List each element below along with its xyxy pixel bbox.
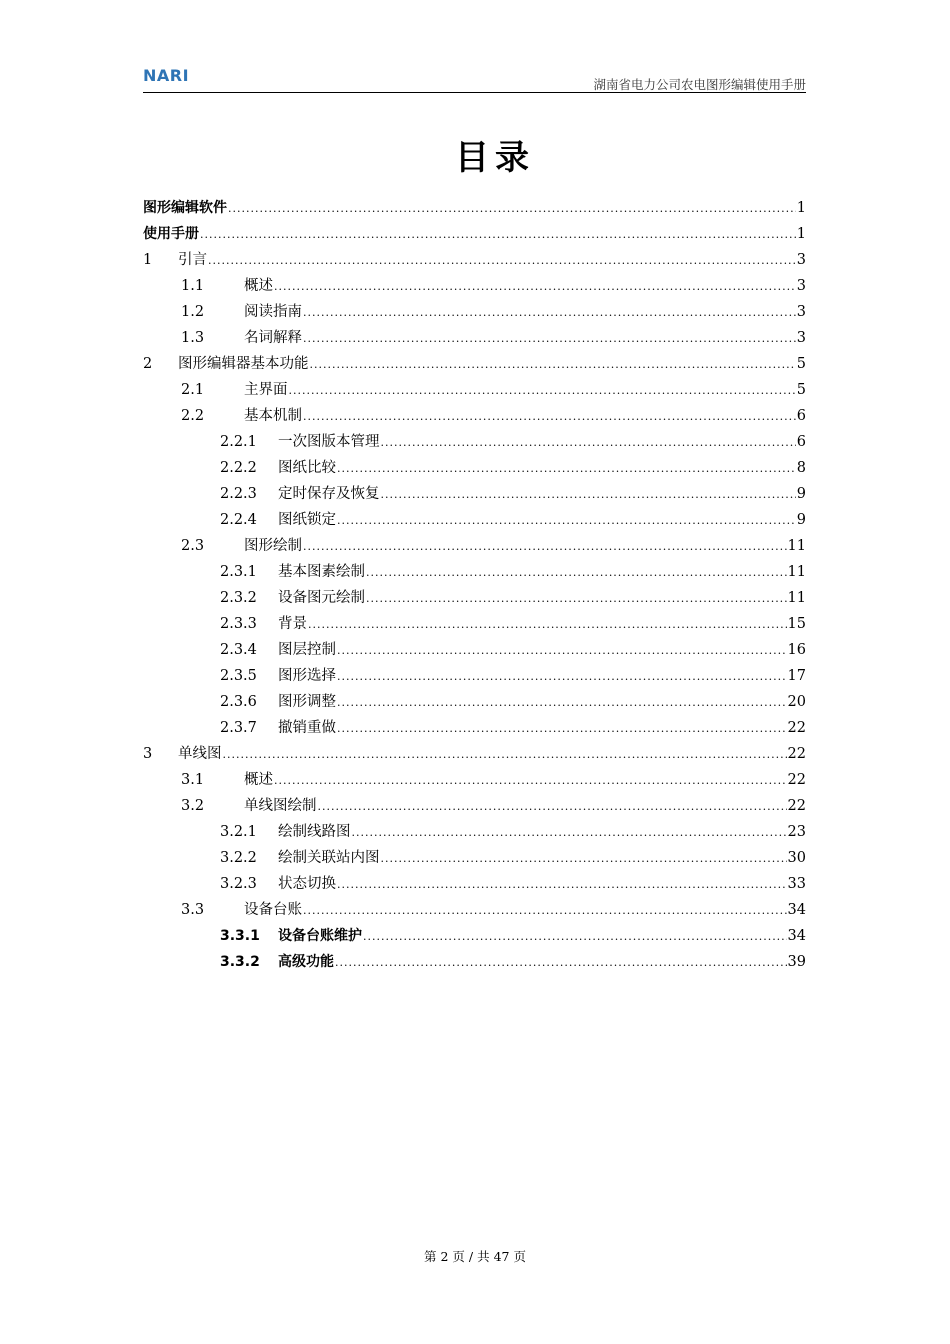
toc-dot-leader [303,300,796,326]
toc-entry-label: 图形调整 [278,694,336,710]
toc-entry-page: 11 [787,590,806,606]
toc-dot-leader [381,430,796,456]
toc-entry-label: 图层控制 [278,642,336,658]
toc-dot-leader [200,222,796,248]
toc-dot-leader [337,716,787,742]
toc-entry[interactable] [143,273,806,299]
toc-entry-page: 15 [787,616,806,632]
toc-entry[interactable] [143,793,806,819]
toc-entry[interactable] [143,923,806,949]
toc-dot-leader [337,690,787,716]
table-of-contents [143,195,806,975]
toc-entry-label: 阅读指南 [244,304,302,320]
toc-entry-label: 定时保存及恢复 [278,486,380,502]
toc-entry-label: 一次图版本管理 [278,434,380,450]
toc-entry-page: 33 [787,876,806,892]
toc-entry[interactable] [143,507,806,533]
toc-dot-leader [366,560,787,586]
toc-entry[interactable] [143,325,806,351]
toc-entry-number: 2.2.2 [220,460,257,476]
toc-entry[interactable] [143,611,806,637]
toc-dot-leader [303,326,796,352]
toc-entry-number: 2.3 [181,538,205,554]
toc-dot-leader [337,638,787,664]
toc-entry-page: 20 [787,694,806,710]
toc-entry-page: 34 [787,928,806,944]
toc-entry[interactable] [143,533,806,559]
page-header [143,66,806,93]
toc-entry-page: 22 [787,720,806,736]
toc-dot-leader [208,248,796,274]
toc-entry-page: 1 [796,226,806,242]
toc-entry-number: 2.3.2 [220,590,257,606]
toc-entry-number: 3.3.1 [220,928,260,944]
toc-entry[interactable] [143,819,806,845]
toc-entry-number: 2 [143,356,153,372]
toc-entry-number: 2.1 [181,382,205,398]
toc-entry[interactable] [143,403,806,429]
toc-entry-page: 30 [787,850,806,866]
toc-entry[interactable] [143,663,806,689]
toc-entry-number: 1.2 [181,304,205,320]
toc-entry-label: 图形编辑器基本功能 [178,356,309,372]
toc-entry[interactable] [143,455,806,481]
toc-entry[interactable] [143,429,806,455]
toc-dot-leader [337,872,787,898]
toc-entry-page: 17 [787,668,806,684]
toc-entry-number: 3.2.2 [220,850,257,866]
toc-entry-label: 背景 [278,616,307,632]
toc-dot-leader [303,898,787,924]
toc-entry-number: 2.3.7 [220,720,257,736]
toc-entry-label: 图纸锁定 [278,512,336,528]
toc-entry[interactable] [143,377,806,403]
toc-entry-label: 图纸比较 [278,460,336,476]
toc-entry-label: 使用手册 [143,226,199,242]
toc-entry-page: 3 [796,278,806,294]
toc-entry-label: 单线图 [178,746,222,762]
toc-entry-label: 图形选择 [278,668,336,684]
toc-entry[interactable] [143,741,806,767]
toc-entry-number: 2.3.6 [220,694,257,710]
toc-entry-number: 1.3 [181,330,205,346]
toc-entry[interactable] [143,247,806,273]
toc-entry-page: 6 [796,408,806,424]
toc-dot-leader [337,664,787,690]
toc-entry-page: 11 [787,538,806,554]
toc-dot-leader [289,378,796,404]
toc-entry[interactable] [143,221,806,247]
toc-entry-label: 图形编辑软件 [143,200,227,216]
toc-entry-page: 23 [787,824,806,840]
toc-entry-page: 8 [796,460,806,476]
toc-entry[interactable] [143,351,806,377]
toc-entry-number: 2.2.1 [220,434,257,450]
toc-entry-number: 2.3.3 [220,616,257,632]
toc-entry-page: 3 [796,252,806,268]
toc-entry-number: 3.2 [181,798,205,814]
toc-entry-number: 2.3.1 [220,564,257,580]
toc-entry-page: 34 [787,902,806,918]
toc-entry-page: 39 [787,954,806,970]
toc-entry-page: 5 [796,356,806,372]
toc-entry-page: 16 [787,642,806,658]
toc-dot-leader [337,456,796,482]
toc-entry-number: 3 [143,746,153,762]
toc-dot-leader [363,924,787,950]
toc-entry-label: 概述 [244,772,273,788]
toc-entry[interactable] [143,767,806,793]
toc-entry-label: 绘制线路图 [278,824,351,840]
toc-entry[interactable] [143,715,806,741]
toc-entry-number: 2.3.5 [220,668,257,684]
toc-entry-number: 1.1 [181,278,205,294]
toc-dot-leader [381,846,787,872]
toc-dot-leader [228,196,796,222]
toc-entry[interactable] [143,585,806,611]
toc-dot-leader [274,768,787,794]
toc-entry[interactable] [143,299,806,325]
toc-entry-label: 名词解释 [244,330,302,346]
toc-entry-page: 1 [796,200,806,216]
toc-entry-number: 2.2 [181,408,205,424]
toc-entry-label: 绘制关联站内图 [278,850,380,866]
toc-entry-number: 3.1 [181,772,205,788]
toc-entry-number: 3.3 [181,902,205,918]
page-title: 目录 [455,138,535,178]
toc-dot-leader [381,482,796,508]
toc-entry-label: 设备台账 [244,902,302,918]
toc-entry-label: 概述 [244,278,273,294]
nari-logo: NARI [143,66,190,85]
toc-entry-number: 2.3.4 [220,642,257,658]
toc-dot-leader [274,274,796,300]
toc-entry[interactable] [143,845,806,871]
toc-entry-page: 22 [787,798,806,814]
toc-dot-leader [303,404,796,430]
toc-entry[interactable] [143,637,806,663]
toc-entry-label: 主界面 [244,382,288,398]
toc-entry-page: 22 [787,772,806,788]
toc-entry-page: 11 [787,564,806,580]
toc-dot-leader [366,586,787,612]
toc-entry-label: 设备图元绘制 [278,590,365,606]
toc-entry-number: 3.2.3 [220,876,257,892]
toc-entry-label: 图形绘制 [244,538,302,554]
toc-dot-leader [335,950,787,976]
toc-dot-leader [352,820,787,846]
toc-entry-label: 基本图素绘制 [278,564,365,580]
toc-entry-page: 5 [796,382,806,398]
header-title: 湖南省电力公司农电图形编辑使用手册 [593,77,806,92]
toc-entry-number: 1 [143,252,153,268]
toc-entry-number: 3.3.2 [220,954,260,970]
toc-entry-label: 高级功能 [278,954,334,970]
toc-entry-page: 9 [796,512,806,528]
toc-entry-page: 3 [796,330,806,346]
toc-entry-label: 状态切换 [278,876,336,892]
toc-entry-page: 9 [796,486,806,502]
toc-dot-leader [308,612,787,638]
toc-entry-label: 引言 [178,252,207,268]
toc-entry[interactable] [143,559,806,585]
toc-entry[interactable] [143,195,806,221]
toc-dot-leader [310,352,796,378]
toc-entry[interactable] [143,949,806,975]
toc-entry-label: 撤销重做 [278,720,336,736]
toc-entry-number: 3.2.1 [220,824,257,840]
toc-dot-leader [337,508,796,534]
toc-entry[interactable] [143,897,806,923]
toc-dot-leader [303,534,787,560]
toc-entry-page: 22 [787,746,806,762]
toc-entry[interactable] [143,689,806,715]
toc-entry-page: 6 [796,434,806,450]
toc-entry[interactable] [143,481,806,507]
toc-entry-page: 3 [796,304,806,320]
page-footer: 第 2 页 / 共 47 页 [424,1249,526,1264]
toc-entry-label: 单线图绘制 [244,798,317,814]
toc-entry-label: 基本机制 [244,408,302,424]
toc-entry-number: 2.2.3 [220,486,257,502]
toc-dot-leader [223,742,787,768]
toc-entry[interactable] [143,871,806,897]
toc-dot-leader [318,794,787,820]
toc-entry-number: 2.2.4 [220,512,257,528]
toc-entry-label: 设备台账维护 [278,928,362,944]
